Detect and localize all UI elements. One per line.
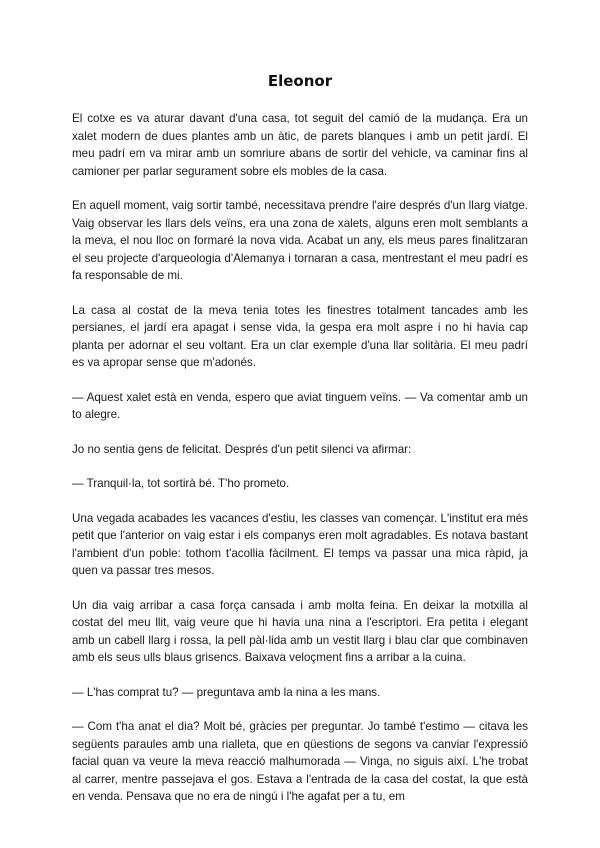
paragraph: La casa al costat de la meva tenia totes les finestres totalment tancades amb les persianes, el jardí era apagat i sense vida, la gespa era molt aspre i no hi havia cap planta per adornar el seu voltant. Era un clar exemple d'una llar solitària. El meu padrí es va apropar sense que m'adonés. [72, 303, 528, 369]
paragraph: — Tranquil·la, tot sortirà bé. T'ho prometo. [72, 477, 290, 490]
story-body [72, 110, 528, 806]
paragraph: — Com t'ha anat el dia? Molt bé, gràcies per preguntar. Jo també t'estimo — citava les següents paraules amb una rialleta, que en qüestions de segons va canviar l'expressió facial quan va veure la meva reacció malhumorada — Vinga, no siguis així. L'he trobat al carrer, mentre passejava el gos. Estava a l'entrada de la casa del costat, la que està en venda. Pensava que no era de ningú i l'he agafat per a tu, em [72, 720, 528, 803]
paragraph: Una vegada acabades les vacances d'estiu, les classes van començar. L'institut era més petit que l'anterior on vaig estar i els companys eren molt agradables. Es notava bastant l'ambient d'un poble: tothom t'acollia fàcilment. El temps va passar una mica ràpid, ja quen va passar tres mesos. [72, 511, 528, 577]
paragraph: Jo no sentia gens de felicitat. Després d'un petit silenci va afirmar: [72, 442, 412, 456]
paragraph: El cotxe es va aturar davant d'una casa, tot seguit del camió de la mudança. Era un xalet modern de dues plantes amb un àtic, de parets blanques i amb un petit jardí. El meu padrí em va mirar amb un somriure abans de sortir del vehicle, va caminar fins al camioner per parlar segurament sobre els mobles de la casa. [72, 112, 528, 178]
paragraph: — L'has comprat tu? — preguntava amb la nina a les mans. [72, 685, 381, 699]
paragraph: Un dia vaig arribar a casa força cansada i amb molta feina. En deixar la motxilla al costat del meu llit, vaig veure que hi havia una nina a l'escriptori. Era petita i elegant amb un cabell llarg i rossa, la pell pàl·lida amb un vestit llarg i blau clar que combinaven amb els seus ulls blaus grisencs. Baixava veloçment fins a arribar a la cuina. [72, 598, 528, 664]
paragraph: En aquell moment, vaig sortir també, necessitava prendre l'aire després d'un llarg viatge. Vaig observar les llars dels veïns, era una zona de xalets, alguns eren molt semblants a la meva, el nou lloc on formaré la nova vida. Acabat un any, els meus pares finalitzaran el seu projecte d'arqueologia d'Alemanya i tornaran a casa, mentrestant el meu padrí es fa responsable de mi. [72, 199, 528, 282]
page-title: Eleonor [267, 72, 333, 90]
paragraph: — Aquest xalet està en venda, espero que aviat tinguem veïns. — Va comentar amb un to alegre. [72, 390, 528, 421]
